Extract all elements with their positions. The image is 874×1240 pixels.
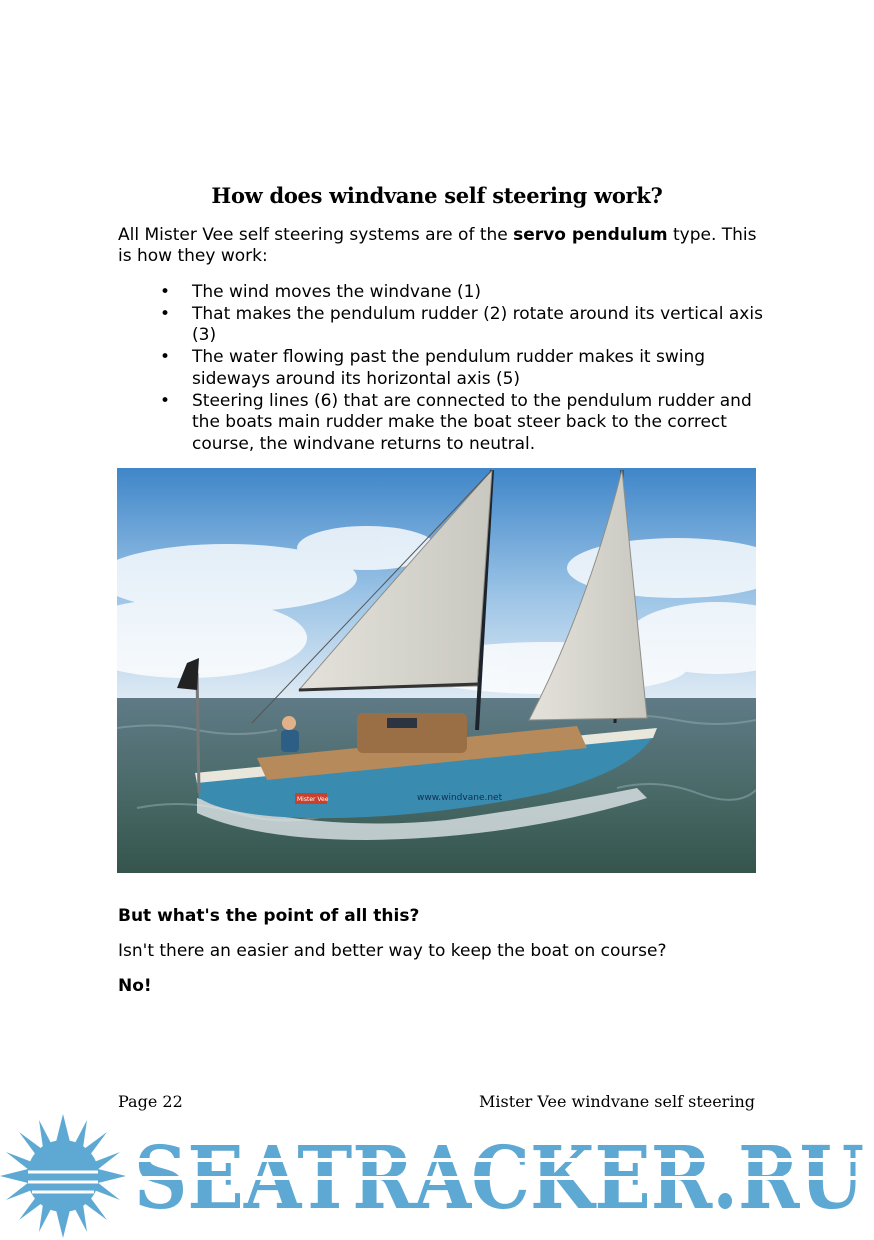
intro-paragraph (118, 225, 758, 267)
bullet-icon: • (160, 347, 171, 368)
bullet-icon: • (160, 390, 171, 411)
steps-list (118, 282, 778, 456)
footer-book-title: Mister Vee windvane self steering (479, 1092, 755, 1111)
list-item (118, 304, 778, 347)
hull-name: www.windvane.net (417, 793, 503, 803)
list-item (118, 347, 778, 390)
sailor-body (281, 730, 299, 752)
section-heading: But what's the point of all this? (118, 906, 420, 926)
list-item-text: The water flowing past the pendulum rudder makes it swing sideways around its horizontal axis (5) (192, 347, 706, 389)
page-title: How does windvane self steering work? (211, 183, 663, 208)
list-item (118, 391, 778, 456)
intro-bold-term: servo pendulum (513, 225, 668, 245)
watermark-text: SEATRACKER.RU (134, 1130, 864, 1220)
sailor (282, 716, 296, 730)
bullet-icon: • (160, 282, 171, 302)
sun-logo-icon (0, 1112, 130, 1240)
answer-text: No! (118, 976, 152, 996)
list-item (118, 282, 778, 304)
intro-text-end: type. This is how they work: (118, 225, 757, 266)
sailboat-photo (117, 468, 756, 873)
list-item-text: That makes the pendulum rudder (2) rotate around its vertical axis (3) (192, 303, 763, 346)
windvane-pole (197, 673, 199, 793)
question-text: Isn't there an easier and better way to keep the boat on course? (118, 941, 667, 961)
intro-text-start: All Mister Vee self steering systems are of the (118, 225, 514, 245)
hull-plate-text: Mister Vee (297, 796, 329, 803)
cabin-window (387, 718, 417, 728)
list-item-text: The wind moves the windvane (1) (192, 282, 482, 302)
bullet-icon: • (160, 303, 171, 324)
list-item-text: Steering lines (6) that are connected to the pendulum rudder and the boats main rudder make the boat steer back to the correct course, the windvane returns to neutral. (192, 390, 752, 454)
page-number: Page 22 (118, 1092, 183, 1111)
watermark (130, 1130, 874, 1220)
